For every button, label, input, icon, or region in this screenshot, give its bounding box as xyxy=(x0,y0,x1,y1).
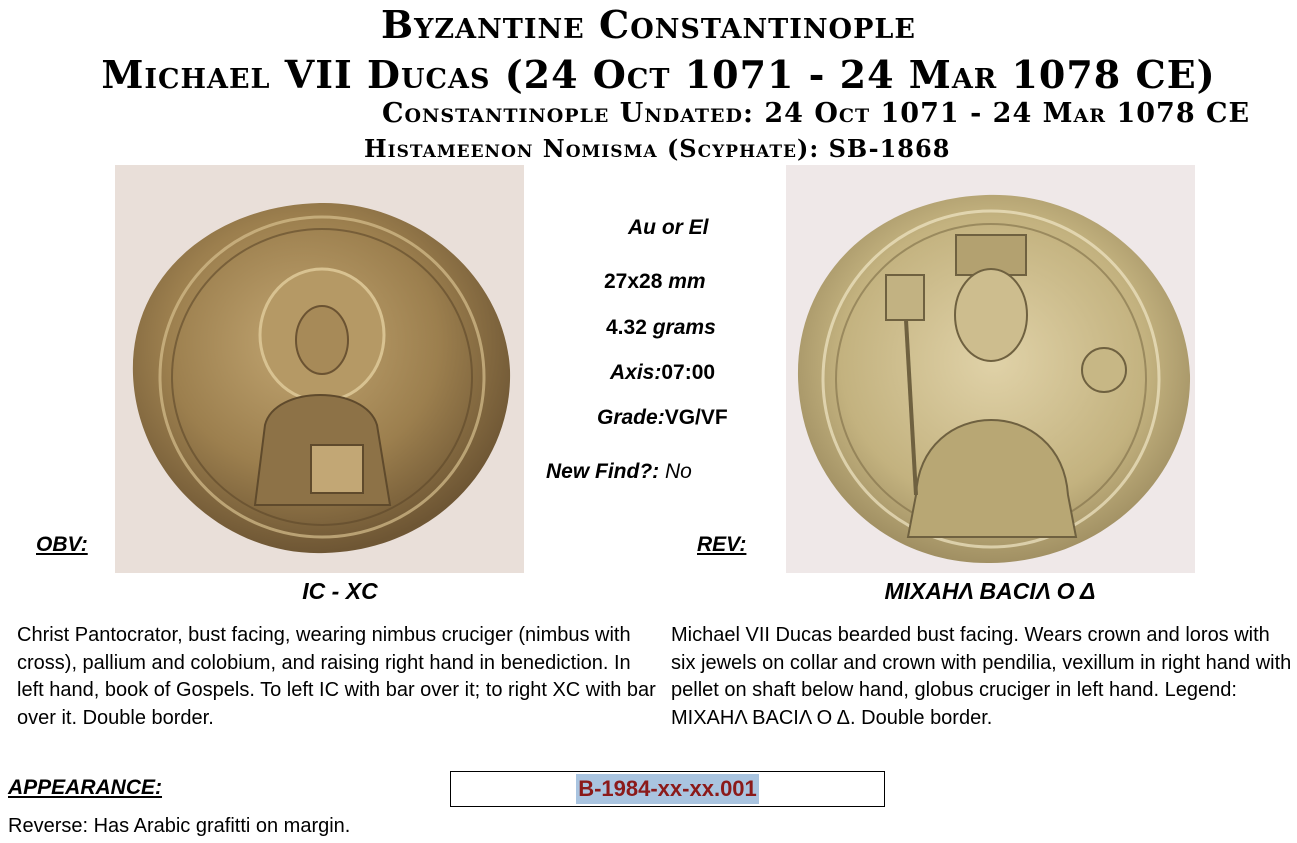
reverse-description: Michael VII Ducas bearded bust facing. Wears crown and loros with six jewels on collar and crown with pendilia, vexillum in right hand with pellet on shaft below hand, globus cruciger in left hand. Legend: ΜΙΧΑΗΛ ΒΑCΙΛ Ο Δ. Double border. xyxy=(671,624,1292,729)
metal-value: Au or El xyxy=(628,216,709,239)
obverse-label: OBV: xyxy=(36,533,88,556)
appearance-text: Reverse: Has Arabic grafitti on margin. xyxy=(8,815,351,837)
catalog-number: B-1984-xx-xx.001 xyxy=(576,774,759,804)
reverse-label: REV: xyxy=(697,533,747,556)
grade-spec xyxy=(597,406,728,430)
new-find-label: New Find?: xyxy=(546,460,660,483)
ruler-title: Michael VII Ducas (24 Oct 1071 - 24 Mar 1078 CE) xyxy=(101,52,1216,97)
weight-unit: grams xyxy=(652,316,716,339)
axis-spec xyxy=(610,361,715,385)
obverse-coin-drawing xyxy=(115,165,524,573)
weight-spec xyxy=(606,316,716,340)
obverse-coin-image xyxy=(115,165,524,573)
obverse-legend: IC - XC xyxy=(302,578,378,604)
new-find-spec xyxy=(546,460,692,484)
new-find-value: No xyxy=(665,460,692,483)
catalog-number-box xyxy=(450,771,885,807)
page-title: Byzantine Constantinople xyxy=(381,2,916,47)
axis-value: 07:00 xyxy=(661,361,716,384)
grade-value: VG/VF xyxy=(664,406,728,429)
appearance-label: APPEARANCE: xyxy=(8,776,163,799)
size-spec xyxy=(604,270,706,294)
metal-spec xyxy=(628,216,709,240)
weight-value: 4.32 xyxy=(606,316,647,339)
axis-label: Axis: xyxy=(610,361,662,384)
reverse-coin-drawing xyxy=(786,165,1195,573)
size-unit: mm xyxy=(668,270,706,293)
size-value: 27x28 xyxy=(604,270,663,293)
reverse-legend: ΜΙΧΑΗΛ ΒΑCΙΛ Ο Δ xyxy=(884,578,1096,604)
reverse-coin-image xyxy=(786,165,1195,573)
obverse-description: Christ Pantocrator, bust facing, wearing nimbus cruciger (nimbus with cross), pallium and colobium, and raising right hand in benediction. In left hand, book of Gospels. To left IC with bar over it; to right XC with bar over it. Double border. xyxy=(17,624,656,729)
grade-label: Grade: xyxy=(597,406,665,429)
denomination-title: Histameenon Nomisma (Scyphate): SB-1868 xyxy=(364,134,951,163)
mint-date-title: Constantinople Undated: 24 Oct 1071 - 24 Mar 1078 CE xyxy=(382,98,1251,129)
